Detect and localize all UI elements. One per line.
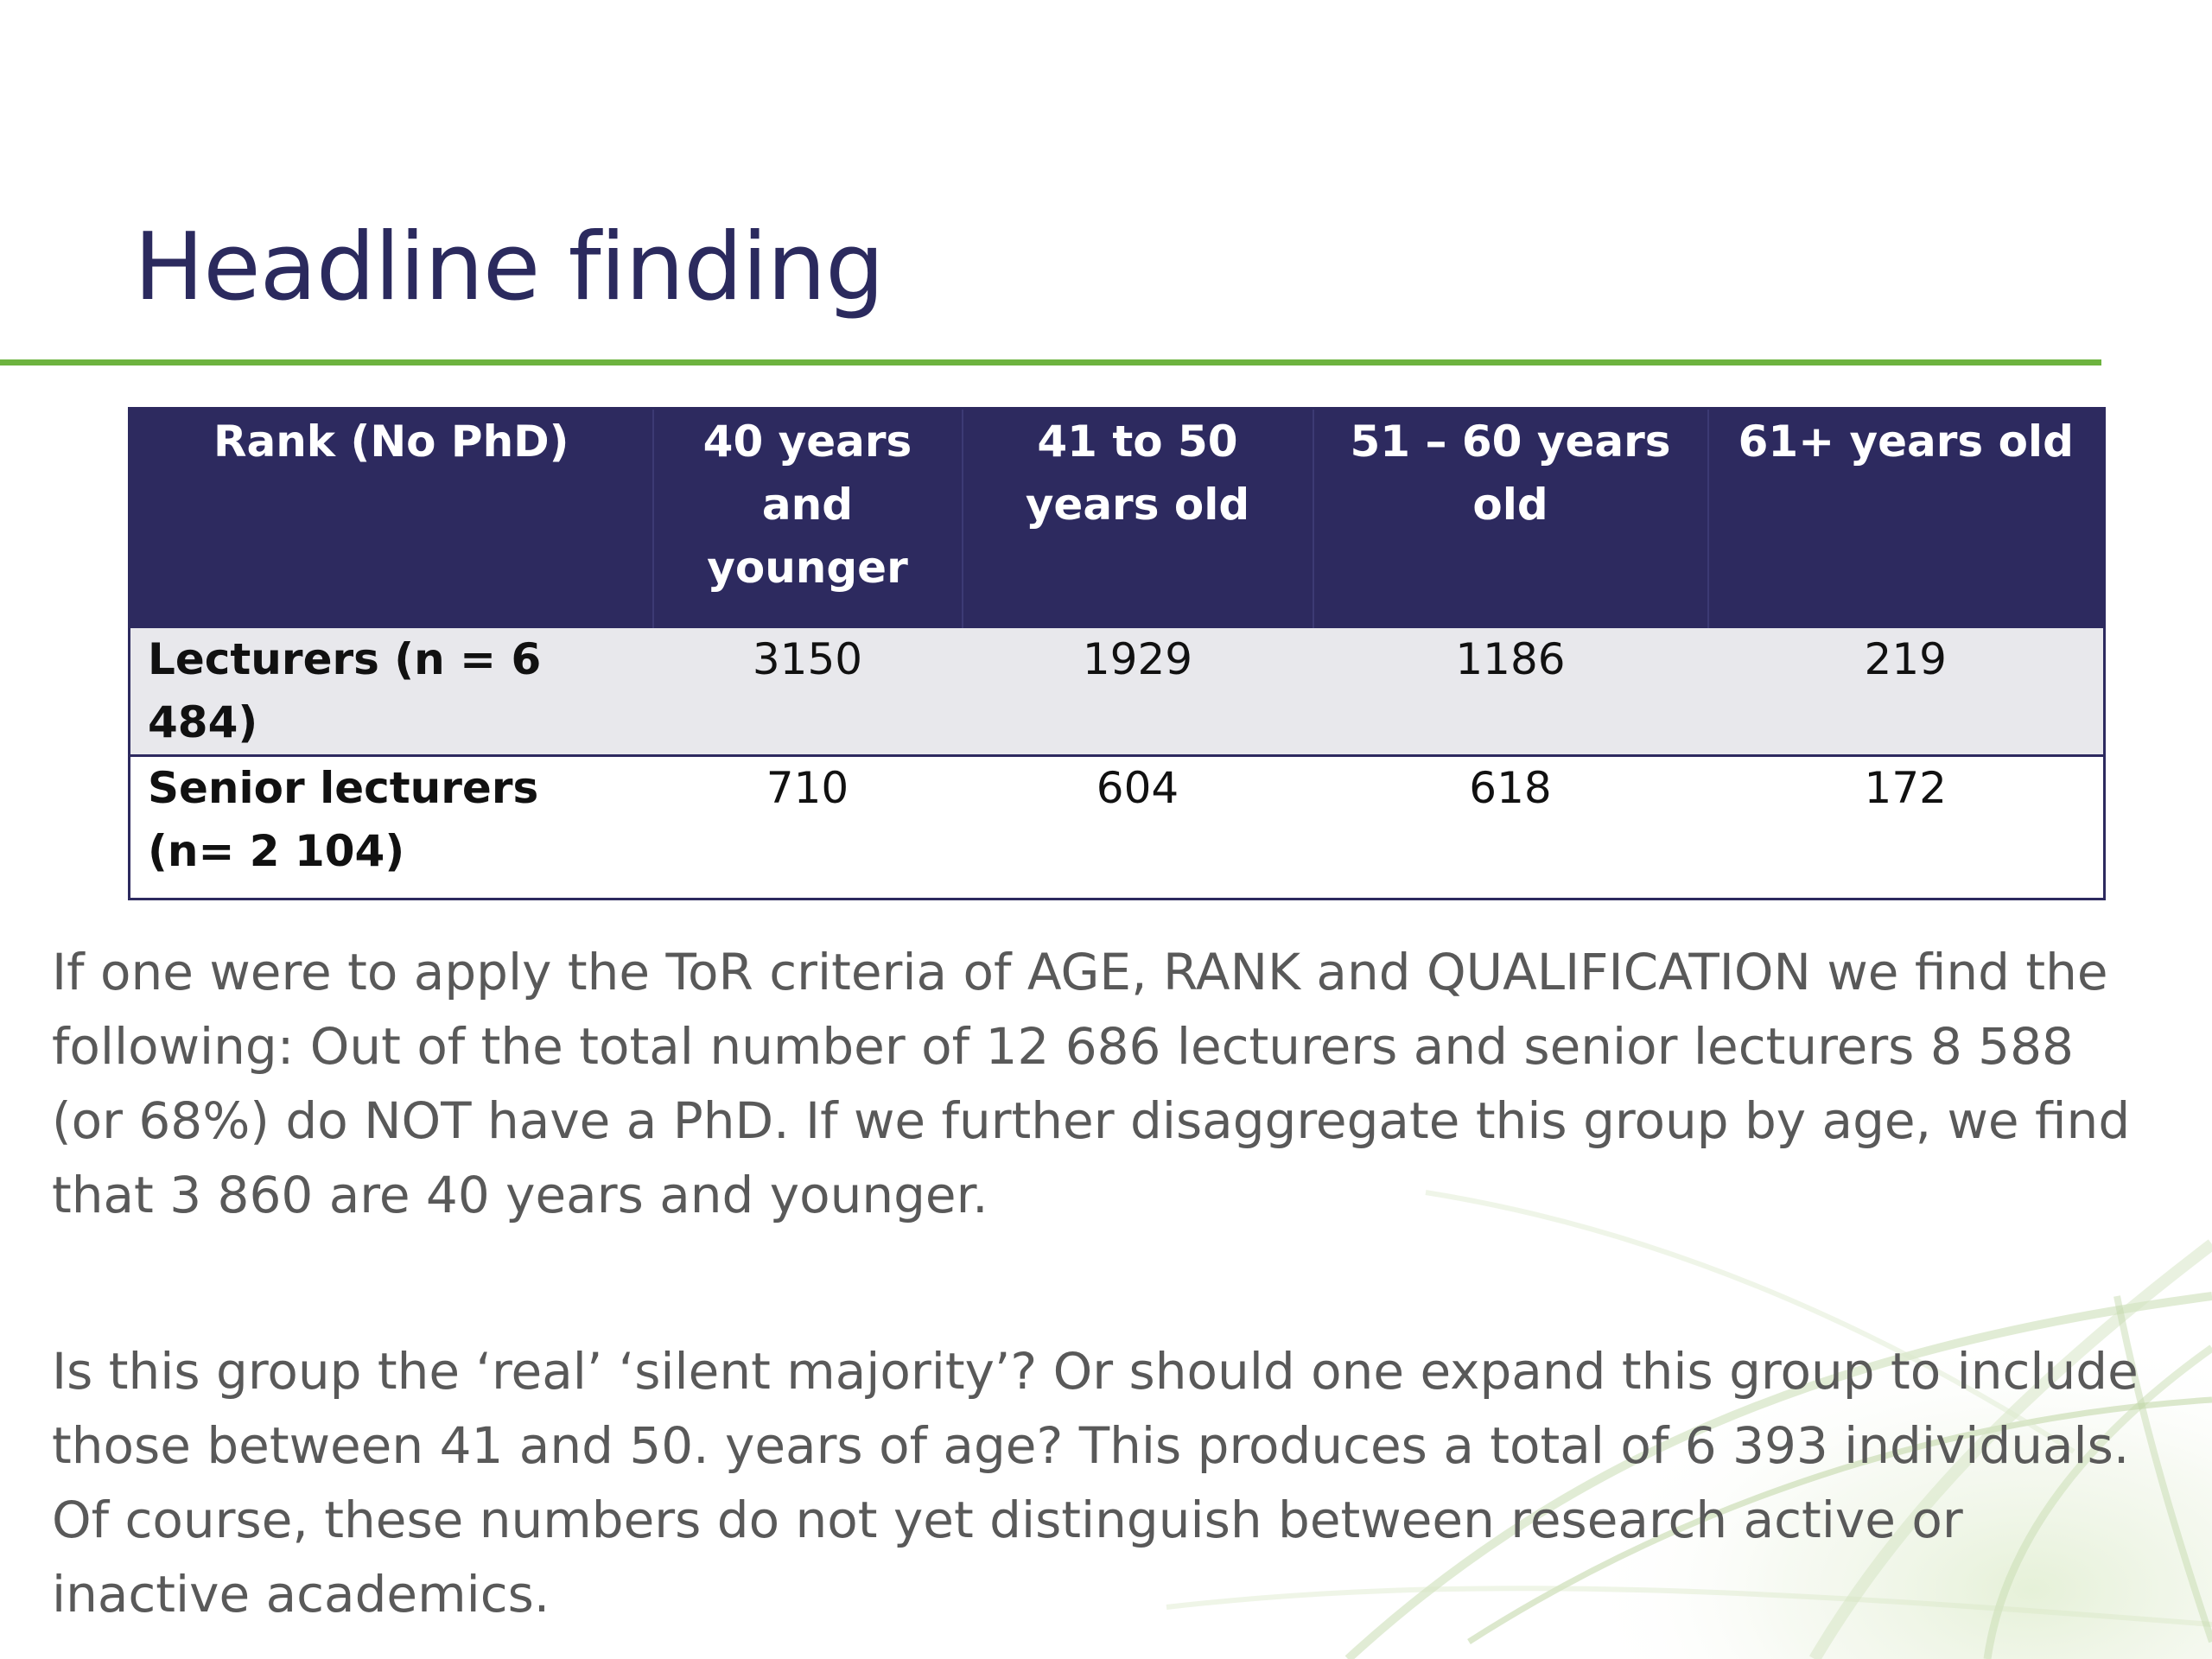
table-header-row	[130, 409, 2105, 628]
table-cell: 172	[1708, 755, 2105, 899]
column-header-51-to-60: 51 – 60 years old	[1313, 409, 1708, 628]
column-header-rank: Rank (No PhD)	[130, 409, 653, 628]
table-cell: 1929	[963, 628, 1313, 756]
column-header-40-and-younger: 40 years and younger	[653, 409, 963, 628]
column-header-41-to-50: 41 to 50 years old	[963, 409, 1313, 628]
table-cell: 710	[653, 755, 963, 899]
finding-paragraph: If one were to apply the ToR criteria of AGE, RANK and QUALIFICATION we find the following: Out of the total number of 12 686 lecturers and senior lecturers 8 588 (or 68%) do NOT have a PhD. If we further disaggregate this group by age, we find that 3 860 are 40 years and younger.	[52, 943, 2131, 1224]
age-rank-table	[128, 407, 2106, 900]
table-row	[130, 755, 2105, 899]
row-label-senior-lecturers: Senior lecturers (n= 2 104)	[130, 755, 653, 899]
title-divider	[0, 359, 2101, 365]
question-paragraph: Is this group the ‘real’ ‘silent majority’? Or should one expand this group to include those between 41 and 50. years of age? This produces a total of 6 393 individuals. Of course, these numbers do not yet distinguish between research active or inactive academics.	[52, 1342, 2139, 1624]
column-header-61-plus: 61+ years old	[1708, 409, 2105, 628]
table-cell: 1186	[1313, 628, 1708, 756]
table-row	[130, 628, 2105, 756]
table-cell: 219	[1708, 628, 2105, 756]
row-label-lecturers: Lecturers (n = 6 484)	[130, 628, 653, 756]
slide-title: Headline finding	[134, 213, 884, 321]
table-cell: 3150	[653, 628, 963, 756]
table-cell: 604	[963, 755, 1313, 899]
table-cell: 618	[1313, 755, 1708, 899]
